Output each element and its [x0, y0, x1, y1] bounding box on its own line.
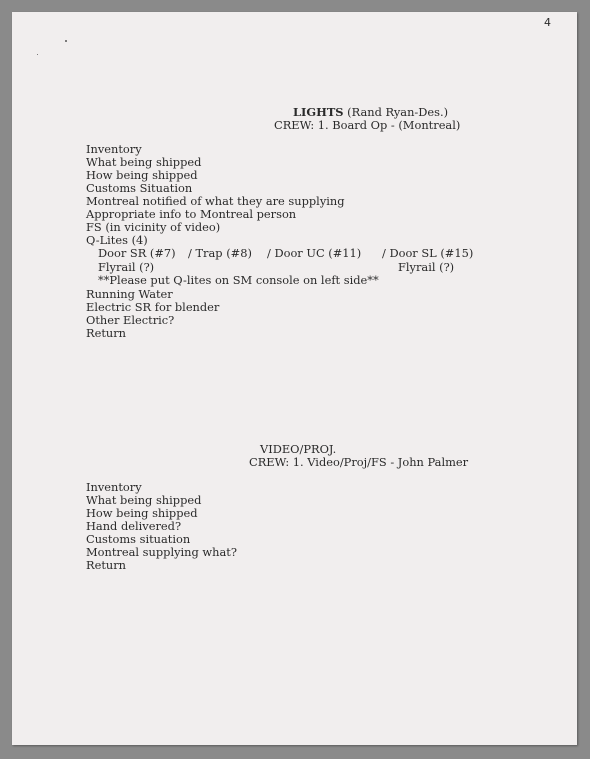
qlite-trap: / Trap (#8)	[188, 246, 252, 260]
list-item: Return	[86, 558, 127, 572]
stray-mark	[65, 40, 67, 42]
page-number: 4	[544, 16, 551, 29]
qlite-door-uc: / Door UC (#11)	[267, 246, 362, 260]
document-page	[12, 12, 577, 745]
list-item: What being shipped	[86, 155, 202, 169]
video-crew: CREW: 1. Video/Proj/FS - John Palmer	[249, 455, 469, 469]
list-item: How being shipped	[86, 168, 198, 182]
lights-heading	[293, 105, 448, 119]
list-item: Montreal supplying what?	[86, 545, 237, 559]
list-item: What being shipped	[86, 493, 202, 507]
list-item: Running Water	[86, 287, 173, 301]
list-item: Appropriate info to Montreal person	[86, 207, 297, 221]
stray-mark	[37, 54, 38, 55]
list-item: FS (in vicinity of video)	[86, 220, 221, 234]
lights-crew: CREW: 1. Board Op - (Montreal)	[274, 118, 461, 132]
list-item: Montreal notified of what they are supplying	[86, 194, 345, 208]
qlite-door-sl: / Door SL (#15)	[382, 246, 474, 260]
list-item: Return	[86, 326, 127, 340]
list-item: Customs situation	[86, 532, 191, 546]
qlite-note: **Please put Q-lites on SM console on left side**	[98, 273, 379, 287]
list-item: Inventory	[86, 480, 142, 494]
list-item: Q-Lites (4)	[86, 233, 148, 247]
qlite-door-sr: Door SR (#7)	[98, 246, 176, 260]
list-item: Hand delivered?	[86, 519, 182, 533]
video-title: VIDEO/PROJ.	[260, 442, 337, 456]
qlite-flyrail-right: Flyrail (?)	[398, 260, 455, 274]
list-item: Other Electric?	[86, 313, 175, 327]
qlite-flyrail-left: Flyrail (?)	[98, 260, 155, 274]
list-item: Electric SR for blender	[86, 300, 220, 314]
lights-title: LIGHTS	[293, 105, 344, 119]
list-item: How being shipped	[86, 506, 198, 520]
list-item: Customs Situation	[86, 181, 193, 195]
list-item: Inventory	[86, 142, 142, 156]
lights-title-note: (Rand Ryan-Des.)	[347, 105, 449, 119]
